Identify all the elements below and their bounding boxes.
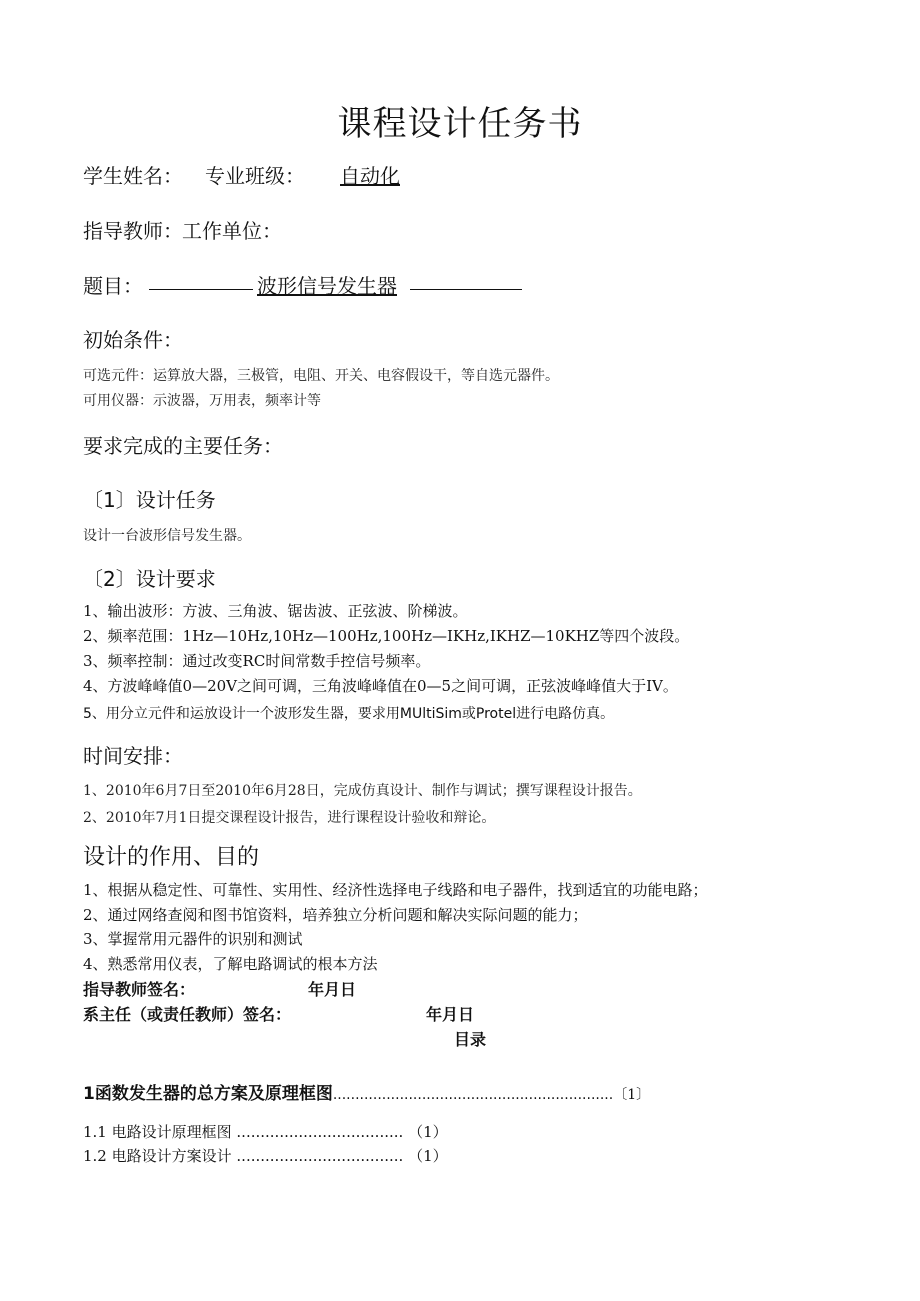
toc-entry[interactable] — [83, 1079, 650, 1104]
req-line-2: 2、频率范围：1Hz—10Hz,10Hz—100Hz,100Hz—IKHz,IKHZ—10KHZ等四个波段。 — [83, 627, 690, 645]
purpose-heading: 设计的作用、目的 — [83, 845, 260, 870]
toc-entry-dots: ................................... — [236, 1147, 404, 1165]
toc-entry-page: 〔1〕 — [613, 1087, 651, 1103]
design-task-text: 设计一台波形信号发生器。 — [83, 528, 251, 544]
req-line-4: 4、方波峰峰值0—20V之间可调，三角波峰峰值在0—5之间可调，正弦波峰峰值大于IV。 — [83, 677, 678, 695]
purpose-line-3: 3、掌握常用元器件的识别和测试 — [83, 930, 303, 948]
design-req-heading: 〔2〕设计要求 — [83, 567, 216, 591]
toc-entry-dots: ............................................................... — [332, 1087, 614, 1103]
page-title: 课程设计任务书 — [337, 104, 583, 144]
design-task-heading: 〔1〕设计任务 — [83, 488, 216, 512]
teacher-sign-label: 指导教师签名： — [83, 980, 196, 999]
schedule-line-1: 1、2010年6月7日至2010年6月28日，完成仿真设计、制作与调试；撰写课程设计报告。 — [83, 783, 642, 799]
toc-entry-page: （1） — [408, 1123, 448, 1141]
work-unit-label: 工作单位： — [182, 219, 282, 243]
toc-heading: 目录 — [454, 1030, 487, 1049]
purpose-line-2: 2、通过网络查阅和图书馆资料，培养独立分析问题和解决实际问题的能力； — [83, 906, 588, 924]
student-name-label: 学生姓名： — [83, 164, 183, 188]
req-line-3: 3、频率控制：通过改变RC时间常数手控信号频率。 — [83, 652, 431, 670]
toc-entry[interactable] — [83, 1121, 448, 1142]
class-value: 自动化 — [340, 164, 400, 188]
director-sign-label: 系主任（或责任教师）签名： — [83, 1005, 292, 1024]
toc-entry-text: 1.1 电路设计原理框图 — [83, 1123, 232, 1141]
schedule-heading: 时间安排： — [83, 744, 183, 768]
topic-value: 波形信号发生器 — [257, 274, 397, 298]
teacher-label: 指导教师： — [83, 219, 183, 243]
topic-label: 题目： — [83, 274, 143, 298]
toc-entry[interactable] — [83, 1145, 448, 1166]
purpose-line-4: 4、熟悉常用仪表，了解电路调试的根本方法 — [83, 955, 378, 973]
class-label: 专业班级： — [205, 164, 305, 188]
initial-heading: 初始条件： — [83, 328, 183, 352]
initial-line-2: 可用仪器：示波器，万用表，频率计等 — [83, 393, 321, 409]
topic-blank-left — [149, 273, 253, 290]
req-line-5: 5、用分立元件和运放设计一个波形发生器，要求用MUltiSim或Protel进行电路仿真。 — [83, 706, 615, 722]
schedule-line-2: 2、2010年7月1日提交课程设计报告，进行课程设计验收和辩论。 — [83, 810, 496, 826]
tasks-heading: 要求完成的主要任务： — [83, 434, 283, 458]
toc-entry-text: 1.2 电路设计方案设计 — [83, 1147, 232, 1165]
teacher-sign-date: 年月日 — [308, 980, 357, 999]
toc-entry-text: 1函数发生器的总方案及原理框图 — [83, 1084, 333, 1104]
initial-line-1: 可选元件：运算放大器，三极管，电阻、开关、电容假设干，等自选元器件。 — [83, 368, 559, 384]
purpose-line-1: 1、根据从稳定性、可靠性、实用性、经济性选择电子线路和电子器件，找到适宜的功能电路； — [83, 881, 708, 899]
toc-entry-dots: ................................... — [236, 1123, 404, 1141]
topic-blank-right — [410, 273, 522, 290]
director-sign-date: 年月日 — [426, 1005, 475, 1024]
toc-entry-page: （1） — [408, 1147, 448, 1165]
req-line-1: 1、输出波形：方波、三角波、锯齿波、正弦波、阶梯波。 — [83, 602, 468, 620]
